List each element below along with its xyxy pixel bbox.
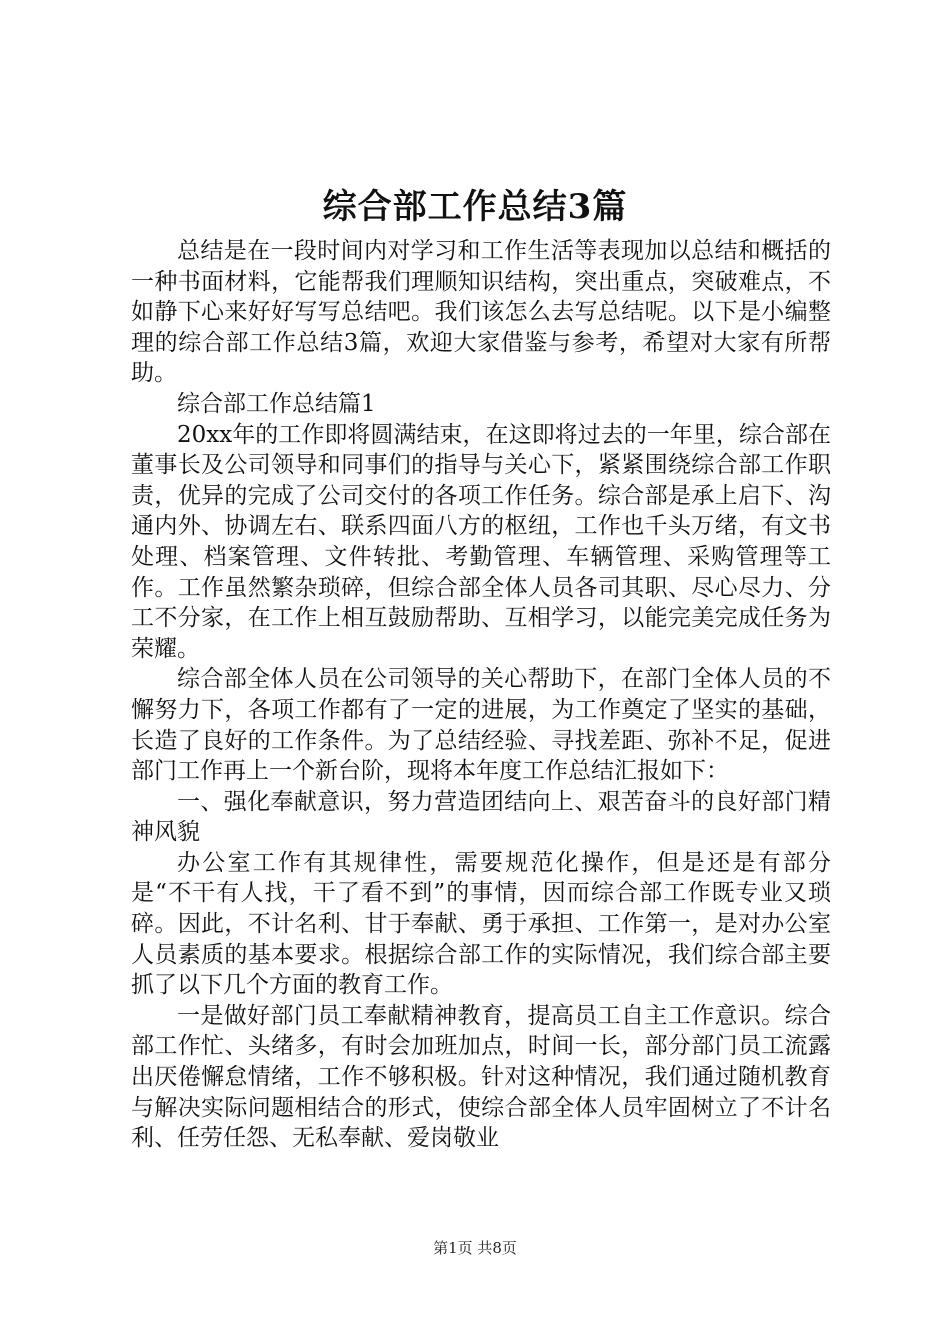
document-title: 综合部工作总结3篇 bbox=[322, 187, 628, 227]
body-paragraph: 综合部全体人员在公司领导的关心帮助下，在部门全体人员的不懈努力下，各项工作都有了一定的进展，为工作奠定了坚实的基础，长造了良好的工作条件。为了总结经验、寻找差距、弥补不足，促进部门工作再上一个新台阶，现将本年度工作总结汇报如下： bbox=[131, 666, 831, 785]
section-heading: 综合部工作总结篇1 bbox=[177, 390, 376, 417]
body-paragraph: 一是做好部门员工奉献精神教育，提高员工自主工作意识。综合部工作忙、头绪多，有时会加班加点，时间一长，部分部门员工流露出厌倦懈怠情绪，工作不够积极。针对这种情况，我们通过随机教育与解决实际问题相结合的形式，使综合部全体人员牢固树立了不计名利、任劳任怨、无私奉献、爱岗敬业 bbox=[131, 1002, 831, 1152]
intro-paragraph: 总结是在一段时间内对学习和工作生活等表现加以总结和概括的一种书面材料，它能帮我们理顺知识结构，突出重点，突破难点，不如静下心来好好写写总结吧。我们该怎么去写总结呢。以下是小编整理的综合部工作总结3篇，欢迎大家借鉴与参考，希望对大家有所帮助。 bbox=[131, 238, 831, 387]
subsection-heading: 一、强化奉献意识，努力营造团结向上、艰苦奋斗的良好部门精神风貌 bbox=[131, 788, 831, 846]
body-paragraph: 20xx年的工作即将圆满结束，在这即将过去的一年里，综合部在董事长及公司领导和同事们的指导与关心下，紧紧围绕综合部工作职责，优异的完成了公司交付的各项工作任务。综合部是承上启下、沟通内外、协调左右、联系四面八方的枢纽，工作也千头万绪，有文书处理、档案管理、文件转批、考勤管理、车辆管理、采购管理等工作。工作虽然繁杂琐碎，但综合部全体人员各司其职、尽心尽力、分工不分家，在工作上相互鼓励帮助、互相学习，以能完美完成任务为荣耀。 bbox=[131, 421, 831, 662]
page-footer: 第1页 共8页 bbox=[433, 1239, 517, 1257]
body-paragraph: 办公室工作有其规律性，需要规范化操作，但是还是有部分是“不干有人找，干了看不到”的事情，因而综合部工作既专业又琐碎。因此，不计名利、甘于奉献、勇于承担、工作第一，是对办公室人员素质的基本要求。根据综合部工作的实际情况，我们综合部主要抓了以下几个方面的教育工作。 bbox=[131, 849, 831, 999]
document-body bbox=[131, 236, 831, 1154]
